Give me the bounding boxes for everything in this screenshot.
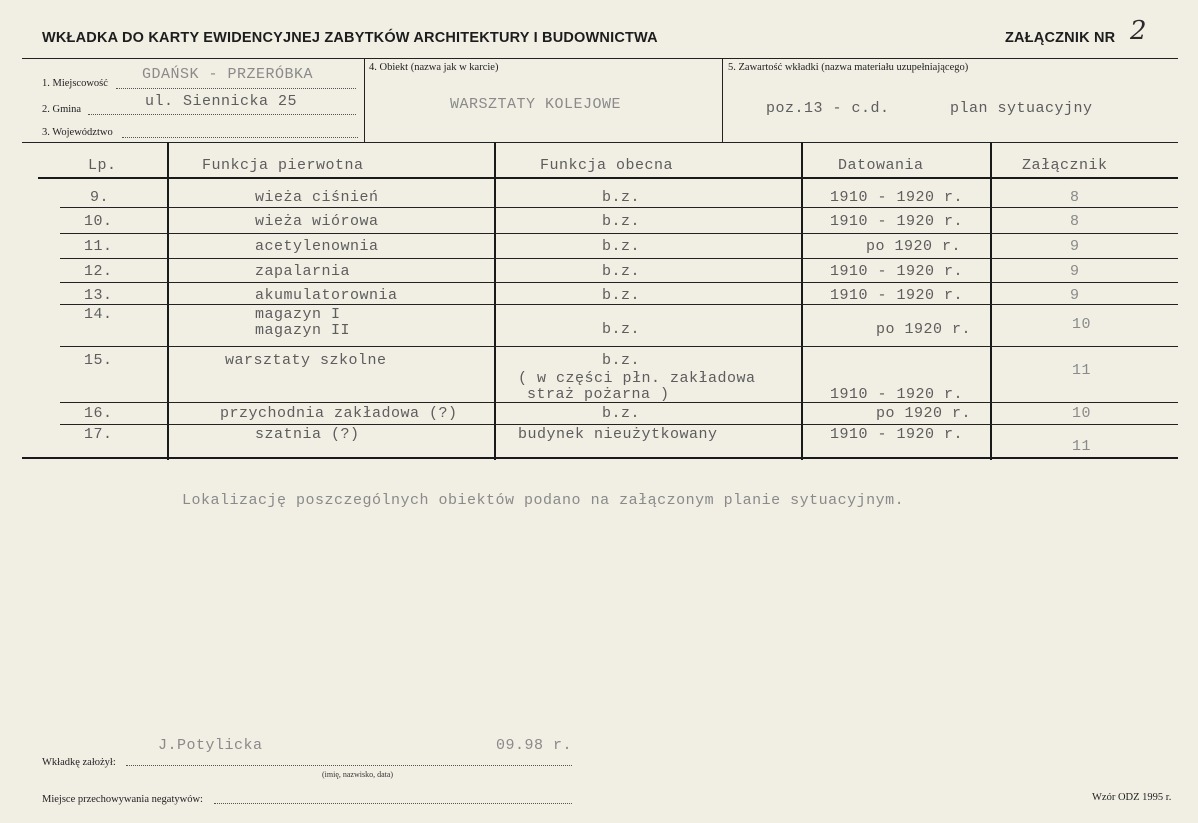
obiekt-label: 4. Obiekt (nazwa jak w karcie) — [369, 62, 499, 73]
author-field — [126, 765, 572, 766]
row-zalacznik: 10 — [1072, 316, 1092, 333]
row-zalacznik: 10 — [1072, 405, 1092, 422]
row-lp: 13. — [84, 287, 113, 304]
row-lp: 15. — [84, 352, 113, 369]
wojewodztwo-field — [122, 137, 358, 138]
table-bottom-rule — [22, 457, 1178, 459]
storage-label: Miejsce przechowywania negatywów: — [42, 794, 203, 805]
zawartosc-value-1: poz.13 - c.d. — [766, 100, 890, 117]
row-funkcja-pierwotna: wieża ciśnień — [255, 189, 379, 206]
storage-field — [214, 803, 572, 804]
header-funkcja-obecna: Funkcja obecna — [540, 157, 674, 174]
row-rule — [60, 346, 1178, 347]
row-zalacznik: 9 — [1070, 287, 1080, 304]
wojewodztwo-label: 3. Województwo — [42, 127, 113, 138]
row-rule — [60, 233, 1178, 234]
attachment-number: 2 — [1130, 16, 1147, 46]
row-zalacznik: 9 — [1070, 238, 1080, 255]
row-lp: 9. — [90, 189, 110, 206]
author-caption: (imię, nazwisko, data) — [322, 770, 394, 779]
attachment-label: ZAŁĄCZNIK NR — [1005, 30, 1116, 46]
row-rule — [60, 424, 1178, 425]
divider — [722, 58, 723, 142]
row-datowanie: po 1920 r. — [876, 405, 972, 422]
row-rule — [60, 207, 1178, 208]
row-rule — [60, 282, 1178, 283]
row-funkcja-pierwotna: szatnia (?) — [255, 426, 360, 443]
gmina-value: ul. Siennicka 25 — [145, 93, 298, 110]
row-funkcja-pierwotna: wieża wiórowa — [255, 213, 379, 230]
gmina-field — [88, 114, 356, 115]
table-top-rule — [22, 142, 364, 143]
row-funkcja-pierwotna: przychodnia zakładowa (?) — [220, 405, 458, 422]
row-rule — [60, 258, 1178, 259]
row-datowanie: po 1920 r. — [866, 238, 962, 255]
obiekt-value: WARSZTATY KOLEJOWE — [450, 96, 622, 113]
row-funkcja-obecna-line3: straż pożarna ) — [527, 386, 670, 403]
miejscowosc-field — [116, 88, 356, 89]
row-funkcja-obecna: budynek nieużytkowany — [518, 426, 718, 443]
row-funkcja-pierwotna: acetylenownia — [255, 238, 379, 255]
row-funkcja-obecna-line2: ( w części płn. zakładowa — [518, 370, 756, 387]
row-zalacznik: 11 — [1072, 362, 1092, 379]
row-funkcja-obecna: b.z. — [602, 213, 641, 230]
header-funkcja-pierwotna: Funkcja pierwotna — [202, 157, 364, 174]
miejscowosc-value: GDAŃSK - PRZERÓBKA — [142, 66, 314, 83]
column-divider — [167, 142, 169, 460]
row-funkcja-obecna: b.z. — [602, 238, 641, 255]
row-datowanie: 1910 - 1920 r. — [830, 263, 964, 280]
row-rule — [60, 304, 1178, 305]
row-datowanie: 1910 - 1920 r. — [830, 386, 964, 403]
row-zalacznik: 9 — [1070, 263, 1080, 280]
date-value: 09.98 r. — [496, 737, 573, 754]
column-divider — [494, 142, 496, 460]
header-lp: Lp. — [88, 157, 117, 174]
row-funkcja-pierwotna: magazyn I — [255, 306, 341, 323]
divider — [364, 58, 365, 142]
top-rule — [22, 58, 1178, 59]
row-lp: 11. — [84, 238, 113, 255]
row-datowanie: 1910 - 1920 r. — [830, 287, 964, 304]
row-funkcja-pierwotna: zapalarnia — [255, 263, 351, 280]
row-zalacznik: 8 — [1070, 189, 1080, 206]
zawartosc-label: 5. Zawartość wkładki (nazwa materiału uzupełniającego) — [728, 62, 969, 73]
row-funkcja-obecna: b.z. — [602, 352, 641, 369]
author-value: J.Potylicka — [158, 737, 263, 754]
row-funkcja-pierwotna: akumulatorownia — [255, 287, 398, 304]
location-note: Lokalizację poszczególnych obiektów podano na załączonym planie sytuacyjnym. — [182, 492, 905, 509]
row-zalacznik: 11 — [1072, 438, 1092, 455]
row-lp: 14. — [84, 306, 113, 323]
row-zalacznik: 8 — [1070, 213, 1080, 230]
row-funkcja-obecna: b.z. — [602, 321, 641, 338]
row-funkcja-obecna: b.z. — [602, 263, 641, 280]
row-funkcja-obecna: b.z. — [602, 189, 641, 206]
row-lp: 17. — [84, 426, 113, 443]
row-datowanie: po 1920 r. — [876, 321, 972, 338]
miejscowosc-label: 1. Miejscowość — [42, 78, 108, 89]
table-header-rule — [38, 177, 1178, 179]
row-lp: 10. — [84, 213, 113, 230]
row-funkcja-pierwotna-line2: magazyn II — [255, 322, 351, 339]
box-bottom-rule — [364, 142, 1178, 143]
template-label: Wzór ODZ 1995 r. — [1092, 792, 1172, 803]
row-funkcja-pierwotna: warsztaty szkolne — [225, 352, 387, 369]
column-divider — [990, 142, 992, 460]
header-zalacznik: Załącznik — [1022, 157, 1108, 174]
zawartosc-value-2: plan sytuacyjny — [950, 100, 1093, 117]
column-divider — [801, 142, 803, 460]
header-datowania: Datowania — [838, 157, 924, 174]
row-lp: 16. — [84, 405, 113, 422]
document-title: WKŁADKA DO KARTY EWIDENCYJNEJ ZABYTKÓW ARCHITEKTURY I BUDOWNICTWA — [42, 30, 658, 46]
row-funkcja-obecna: b.z. — [602, 287, 641, 304]
row-datowanie: 1910 - 1920 r. — [830, 426, 964, 443]
row-datowanie: 1910 - 1920 r. — [830, 189, 964, 206]
row-lp: 12. — [84, 263, 113, 280]
row-datowanie: 1910 - 1920 r. — [830, 213, 964, 230]
author-label: Wkładkę założył: — [42, 757, 116, 768]
row-funkcja-obecna: b.z. — [602, 405, 641, 422]
gmina-label: 2. Gmina — [42, 104, 82, 115]
